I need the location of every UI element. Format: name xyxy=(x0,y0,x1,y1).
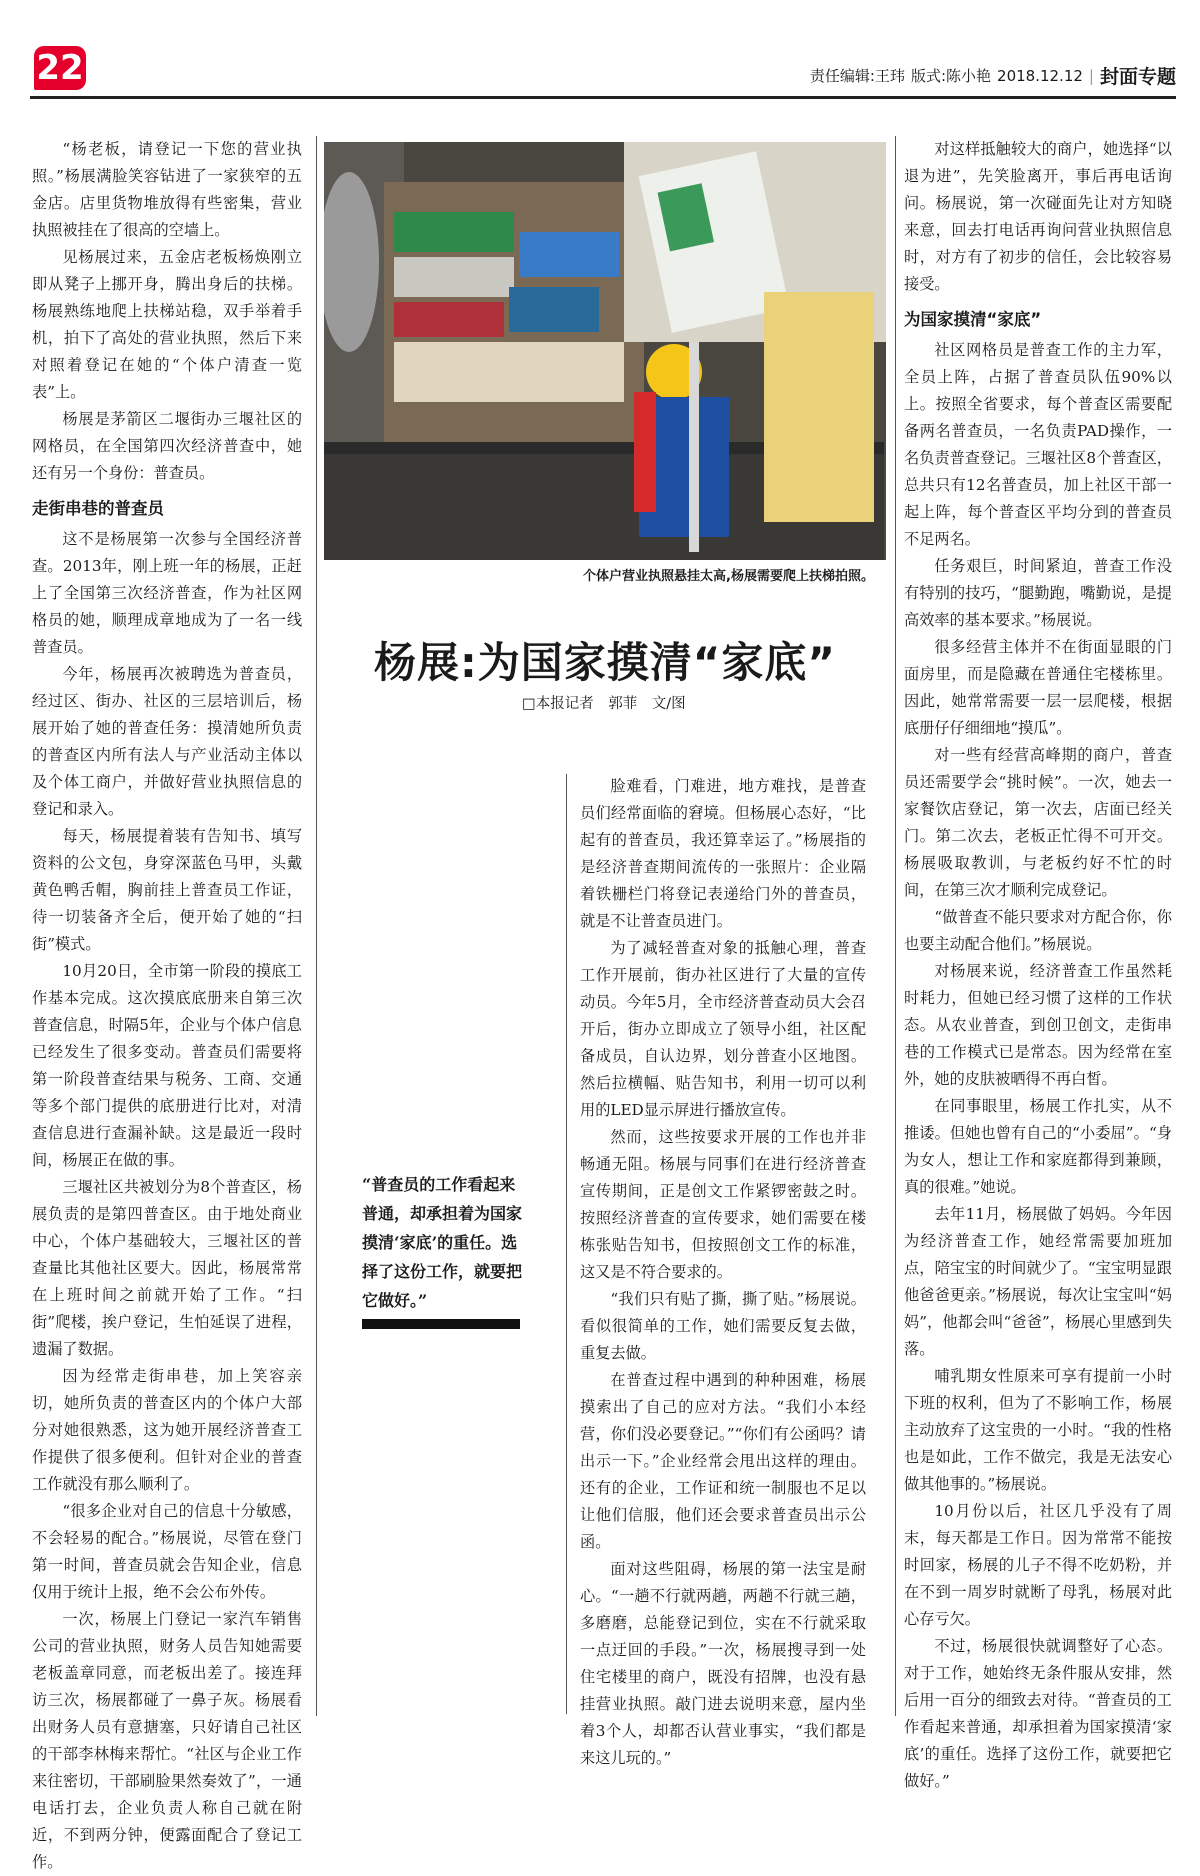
paragraph: 任务艰巨，时间紧迫，普查工作没有特别的技巧，“腿勤跑，嘴勤说，是提高效率的基本要求。”杨展说。 xyxy=(904,557,1172,629)
paragraph: 面对这些阻碍，杨展的第一法宝是耐心。“一趟不行就两趟，两趟不行就三趟，多磨磨，总能登记到位，实在不行就采取一点迂回的手段。”一次，杨展搜寻到一处住宅楼里的商户，既没有招牌，也没有悬挂营业执照。敲门进去说明来意，屋内坐着3个人，却都否认营业事实，“我们都是来这儿玩的。” xyxy=(580,1560,866,1767)
paragraph: 今年，杨展再次被聘选为普查员，经过区、街办、社区的三层培训后，杨展开始了她的普查任务：摸清她所负责的普查区内所有法人与产业活动主体以及个体工商户，并做好营业执照信息的登记和录入。 xyxy=(32,665,302,818)
paragraph: 每天，杨展提着装有告知书、填写资料的公文包，身穿深蓝色马甲，头戴黄色鸭舌帽，胸前挂上普查员工作证，待一切装备齐全后，便开始了她的“扫街”模式。 xyxy=(32,827,302,953)
photo-caption: 个体户营业执照悬挂太高,杨展需要爬上扶梯拍照。 xyxy=(583,569,874,584)
page-number: 22 xyxy=(34,46,86,90)
column-right xyxy=(904,136,1172,1795)
paragraph: 为了减轻普查对象的抵触心理，普查工作开展前，街办社区进行了大量的宣传动员。今年5月，全市经济普查动员大会召开后，街办立即成立了领导小组，社区配备成员，自认边界，划分普查小区地图。然后拉横幅、贴告知书，利用一切可以利用的LED显示屏进行播放宣传。 xyxy=(580,939,866,1119)
article-title: 杨展:为国家摸清“家底” xyxy=(373,638,836,687)
paragraph: 社区网格员是普查工作的主力军，全员上阵，占据了普查员队伍90%以上。按照全省要求，每个普查区需要配备两名普查员，一名负责PAD操作，一名负责普查登记。三堰社区8个普查区，总共只有12名普查员，加上社区干部一起上阵，每个普查区平均分到的普查员不足两名。 xyxy=(904,341,1172,548)
paragraph: 10月20日，全市第一阶段的摸底工作基本完成。这次摸底底册来自第三次普查信息，时隔5年，企业与个体户信息已经发生了很多变动。普查员们需要将第一阶段普查结果与税务、工商、交通等多个部门提供的底册进行比对，对清查信息进行查漏补缺。这是最近一段时间，杨展正在做的事。 xyxy=(32,962,302,1169)
paragraph: 对一些有经营高峰期的商户，普查员还需要学会“挑时候”。一次，她去一家餐饮店登记，第一次去，店面已经关门。第二次去，老板正忙得不可开交。杨展吸取教训，与老板约好不忙的时间，在第三次才顺利完成登记。 xyxy=(904,746,1172,899)
paragraph: 去年11月，杨展做了妈妈。今年因为经济普查工作，她经常需要加班加点，陪宝宝的时间就少了。“宝宝明显跟他爸爸更亲。”杨展说，每次让宝宝叫“妈妈”，他都会叫“爸爸”，杨展心里感到失落。 xyxy=(904,1205,1172,1358)
paragraph: “杨老板，请登记一下您的营业执照。”杨展满脸笑容钻进了一家狭窄的五金店。店里货物堆放得有些密集，营业执照被挂在了很高的空墙上。 xyxy=(32,140,302,239)
section-heading: 为国家摸清“家底” xyxy=(904,310,1042,329)
pull-quote: “普查员的工作看起来普通，却承担着为国家摸清‘家底’的重任。选择了这份工作，就要把它做好。” xyxy=(362,1175,523,1310)
header-separator: | xyxy=(1088,66,1094,85)
column-left xyxy=(32,136,302,1876)
paragraph: 一次，杨展上门登记一家汽车销售公司的营业执照，财务人员告知她需要老板盖章同意，而老板出差了。接连拜访三次，杨展都碰了一鼻子灰。杨展看出财务人员有意搪塞，只好请自己社区的干部李林梅来帮忙。“社区与企业工作来往密切，干部刷脸果然奏效了”，一通电话打去，企业负责人称自己就在附近，不到两分钟，便露面配合了登记工作。 xyxy=(32,1610,302,1871)
header-rule xyxy=(30,96,1176,99)
divider-left xyxy=(316,136,317,1716)
paragraph: 在同事眼里，杨展工作扎实，从不推诿。但她也曾有自己的“小委屈”。“身为女人，想让工作和家庭都得到兼顾，真的很难。”她说。 xyxy=(904,1097,1172,1196)
layout-credit: 版式:陈小艳 xyxy=(910,67,992,85)
section-heading: 走街串巷的普查员 xyxy=(32,499,164,518)
paragraph: 对杨展来说，经济普查工作虽然耗时耗力，但她已经习惯了这样的工作状态。从农业普查，到创卫创文，走街串巷的工作模式已是常态。因为经常在室外，她的皮肤被晒得不再白皙。 xyxy=(904,962,1172,1088)
paragraph: 对这样抵触较大的商户，她选择“以退为进”，先笑脸离开，事后再电话询问。杨展说，第一次碰面先让对方知晓来意，回去打电话再询问营业执照信息时，对方有了初步的信任，会比较容易接受。 xyxy=(904,140,1172,293)
paragraph: 不过，杨展很快就调整好了心态。对于工作，她始终无条件服从安排，然后用一百分的细致去对待。“普查员的工作看起来普通，却承担着为国家摸清‘家底’的重任。选择了这份工作，就要把它做好。” xyxy=(904,1637,1172,1790)
divider-right xyxy=(895,136,896,1716)
paragraph: 在普查过程中遇到的种种困难，杨展摸索出了自己的应对方法。“我们小本经营，你们没必要登记。”“你们有公函吗？请出示一下。”企业经常会甩出这样的理由。还有的企业，工作证和统一制服也不足以让他们信服，他们还会要求普查员出示公函。 xyxy=(580,1371,866,1551)
paragraph: 杨展是茅箭区二堰街办三堰社区的网格员，在全国第四次经济普查中，她还有另一个身份：普查员。 xyxy=(32,410,302,482)
paragraph: 然而，这些按要求开展的工作也并非畅通无阻。杨展与同事们在进行经济普查宣传期间，正是创文工作紧锣密鼓之时。按照经济普查的宣传要求，她们需要在楼栋张贴告知书，但按照创文工作的标准，这又是不符合要求的。 xyxy=(580,1128,866,1281)
paragraph: 因为经常走街串巷，加上笑容亲切，她所负责的普查区内的个体户大部分对她很熟悉，这为她开展经济普查工作提供了很多便利。但针对企业的普查工作就没有那么顺利了。 xyxy=(32,1367,302,1493)
paragraph: 脸难看，门难进，地方难找，是普查员们经常面临的窘境。但杨展心态好，“比起有的普查员，我还算幸运了。”杨展指的是经济普查期间流传的一张照片：企业隔着铁栅栏门将登记表递给门外的普查员，就是不让普查员进门。 xyxy=(580,777,866,930)
column-middle xyxy=(580,773,866,1772)
editor-credit: 责任编辑:王玮 xyxy=(809,67,905,85)
pull-quote-bar xyxy=(362,1319,520,1329)
paragraph: “很多企业对自己的信息十分敏感，不会轻易的配合。”杨展说，尽管在登门第一时间，普查员就会告知企业，信息仅用于统计上报，绝不会公布外传。 xyxy=(32,1502,302,1601)
divider-mid xyxy=(566,774,567,1714)
paragraph: 很多经营主体并不在街面显眼的门面房里，而是隐藏在普通住宅楼栋里。因此，她常常需要一层一层爬楼，根据底册仔仔细细地“摸瓜”。 xyxy=(904,638,1172,737)
paragraph: 10月份以后，社区几乎没有了周末，每天都是工作日。因为常常不能按时回家，杨展的儿子不得不吃奶粉，并在不到一周岁时就断了母乳，杨展对此心存亏欠。 xyxy=(904,1502,1172,1628)
page-header xyxy=(810,62,1176,89)
paragraph: 三堰社区共被划分为8个普查区，杨展负责的是第四普查区。由于地处商业中心，个体户基础较大，三堰社区的普查量比其他社区要大。因此，杨展常常在上班时间之前就开始了工作。“扫街”爬楼，挨户登记，生怕延误了进程，遗漏了数据。 xyxy=(32,1178,302,1358)
issue-date: 2018.12.12 xyxy=(997,66,1083,85)
shop-photo-illustration xyxy=(324,142,886,560)
article-photo xyxy=(324,142,886,560)
paragraph: 哺乳期女性原来可享有提前一小时下班的权利，但为了不影响工作，杨展主动放弃了这宝贵的一小时。“我的性格也是如此，工作不做完，我是无法安心做其他事的。”杨展说。 xyxy=(904,1367,1172,1493)
paragraph: “做普查不能只要求对方配合你，你也要主动配合他们。”杨展说。 xyxy=(904,908,1172,953)
paragraph: 这不是杨展第一次参与全国经济普查。2013年，刚上班一年的杨展，正赶上了全国第三次经济普查，作为社区网格员的她，顺理成章地成为了一名一线普查员。 xyxy=(32,530,302,656)
paragraph: 见杨展过来，五金店老板杨焕刚立即从凳子上挪开身，腾出身后的扶梯。杨展熟练地爬上扶梯站稳，双手举着手机，拍下了高处的营业执照，然后下来对照着登记在她的“个体户清查一览表”上。 xyxy=(32,248,302,401)
section-name: 封面专题 xyxy=(1099,66,1176,88)
byline: □本报记者 郭菲 文/图 xyxy=(522,696,686,712)
paragraph: “我们只有贴了撕，撕了贴。”杨展说。看似很简单的工作，她们需要反复去做，重复去做。 xyxy=(580,1290,866,1362)
